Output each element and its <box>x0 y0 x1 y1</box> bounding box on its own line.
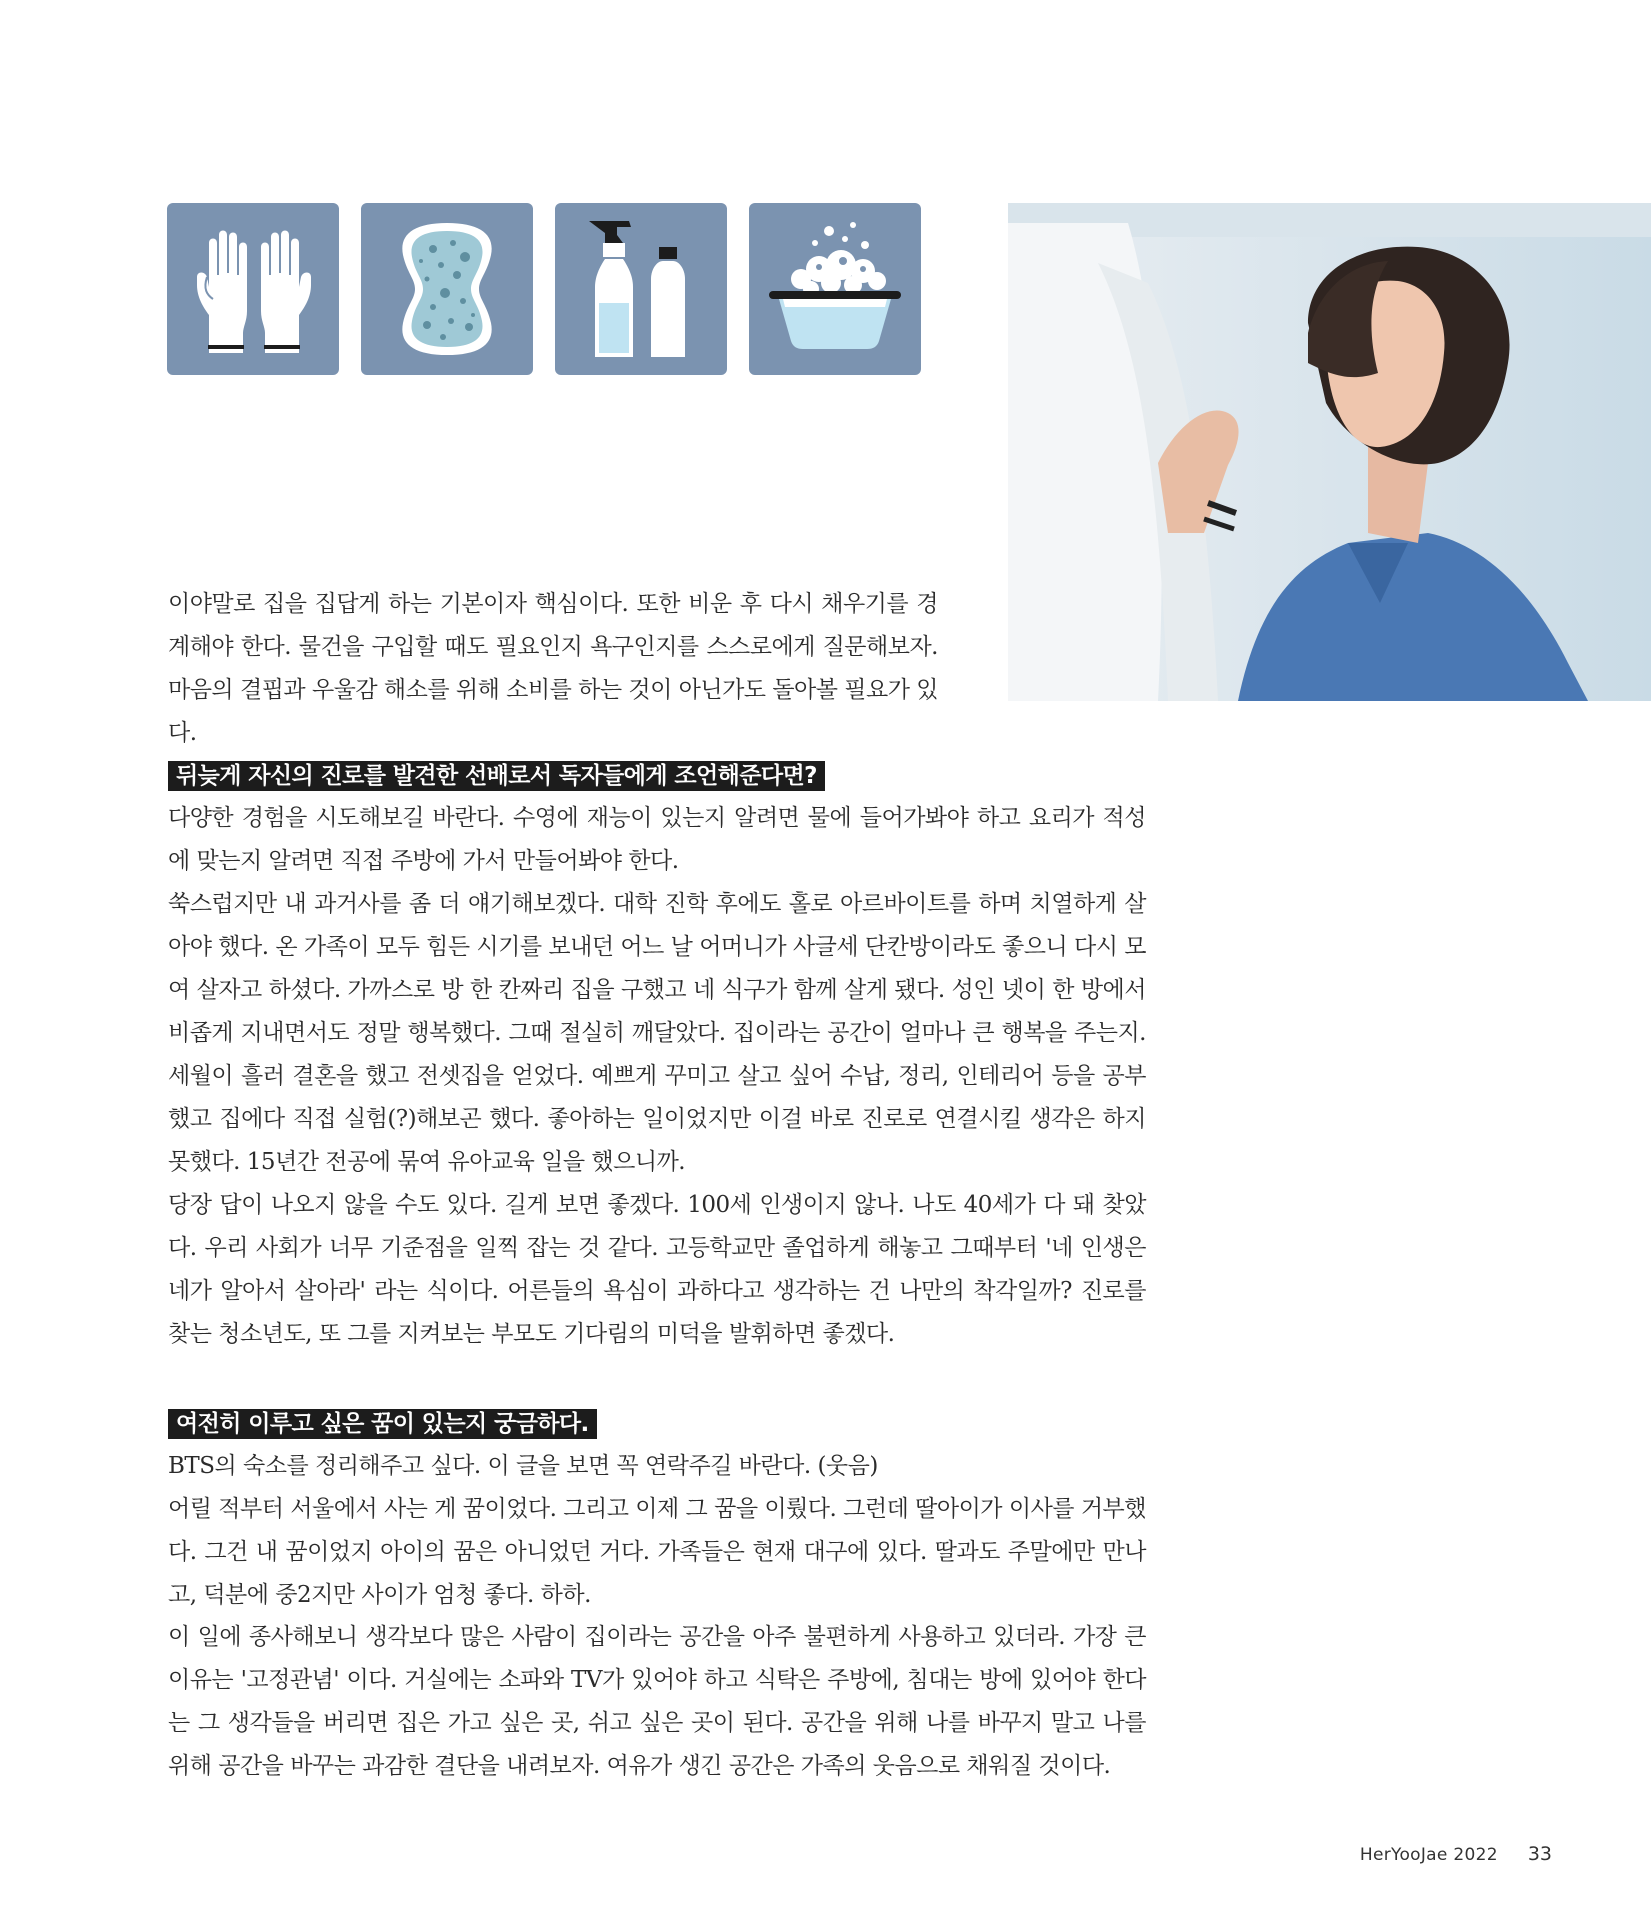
answer-2-paragraph-3: 이 일에 종사해보니 생각보다 많은 사람이 집이라는 공간을 아주 불편하게 사용하고 있더라. 가장 큰 이유는 '고정관념' 이다. 거실에는 소파와 TV가 있어야 하고 식탁은 주방에, 침대는 방에 있어야 한다는 그 생각들을 버리면 집은 가고 싶은 곳, 쉬고 싶은 곳이 된다. 공간을 위해 나를 바꾸지 말고 나를 위해 공간을 바꾸는 과감한 결단을 내려보자. 여유가 생긴 공간은 가족의 웃음으로 채워질 것이다. <box>168 1624 1146 1779</box>
answer-2-paragraph-1: BTS의 숙소를 정리해주고 싶다. 이 글을 보면 꼭 연락주길 바란다. (웃음) <box>168 1453 878 1479</box>
magazine-name: HerYooJae 2022 <box>1359 1845 1498 1865</box>
answer-1-paragraph-1: 다양한 경험을 시도해보길 바란다. 수영에 재능이 있는지 알려면 물에 들어가봐야 하고 요리가 적성에 맞는지 알려면 직접 주방에 가서 만들어봐야 한다. <box>168 805 1146 874</box>
spray-bottles-icon <box>555 203 727 375</box>
answer-1-paragraph-2: 쑥스럽지만 내 과거사를 좀 더 얘기해보겠다. 대학 진학 후에도 홀로 아르바이트를 하며 치열하게 살아야 했다. 온 가족이 모두 힘든 시기를 보내던 어느 날 어머니가 사글세 단칸방이라도 좋으니 다시 모여 살자고 하셨다. 가까스로 방 한 칸짜리 집을 구했고 네 식구가 함께 살게 됐다. 성인 넷이 한 방에서 비좁게 지내면서도 정말 행복했다. 그때 절실히 깨달았다. 집이라는 공간이 얼마나 큰 행복을 주는지. 세월이 흘러 결혼을 했고 전셋집을 얻었다. 예쁘게 꾸미고 살고 싶어 수납, 정리, 인테리어 등을 공부했고 집에다 직접 실험(?)해보곤 했다. 좋아하는 일이었지만 이걸 바로 진로로 연결시킬 생각은 하지 못했다. 15년간 전공에 묶여 유아교육 일을 했으니까. <box>168 891 1146 1175</box>
answer-2-paragraph-2: 어릴 적부터 서울에서 사는 게 꿈이었다. 그리고 이제 그 꿈을 이뤘다. 그런데 딸아이가 이사를 거부했다. 그건 내 꿈이었지 아이의 꿈은 아니었던 거다. 가족들은 현재 대구에 있다. 딸과도 주말에만 만나고, 덕분에 중2지만 사이가 엄청 좋다. 하하. <box>168 1496 1146 1608</box>
intro-paragraph: 이야말로 집을 집답게 하는 기본이자 핵심이다. 또한 비운 후 다시 채우기를 경계해야 한다. 물건을 구입할 때도 필요인지 욕구인지를 스스로에게 질문해보자. 마음의 결핍과 우울감 해소를 위해 소비를 하는 것이 아닌가도 돌아볼 필요가 있다. <box>168 591 938 746</box>
spray-bottles-tile <box>555 203 727 375</box>
gloves-icon <box>167 203 339 375</box>
soap-basin-tile <box>749 203 921 375</box>
page-number: 33 <box>1527 1843 1552 1865</box>
gloves-tile <box>167 203 339 375</box>
answer-1-paragraph-3: 당장 답이 나오지 않을 수도 있다. 길게 보면 좋겠다. 100세 인생이지 않나. 나도 40세가 다 돼 찾았다. 우리 사회가 너무 기준점을 일찍 잡는 것 같다. 고등학교만 졸업하게 해놓고 그때부터 '네 인생은 네가 알아서 살아라' 라는 식이다. 어른들의 욕심이 과하다고 생각하는 건 나만의 착각일까? 진로를 찾는 청소년도, 또 그를 지켜보는 부모도 기다림의 미덕을 발휘하면 좋겠다. <box>168 1192 1146 1347</box>
page-footer <box>1360 1843 1552 1865</box>
woman-photo <box>1008 203 1651 701</box>
sponge-icon <box>361 203 533 375</box>
question-heading-2: 여전히 이루고 싶은 꿈이 있는지 궁금하다. <box>168 1409 597 1439</box>
question-heading-1: 뒤늦게 자신의 진로를 발견한 선배로서 독자들에게 조언해준다면? <box>168 761 825 791</box>
soap-basin-icon <box>749 203 921 375</box>
sponge-tile <box>361 203 533 375</box>
